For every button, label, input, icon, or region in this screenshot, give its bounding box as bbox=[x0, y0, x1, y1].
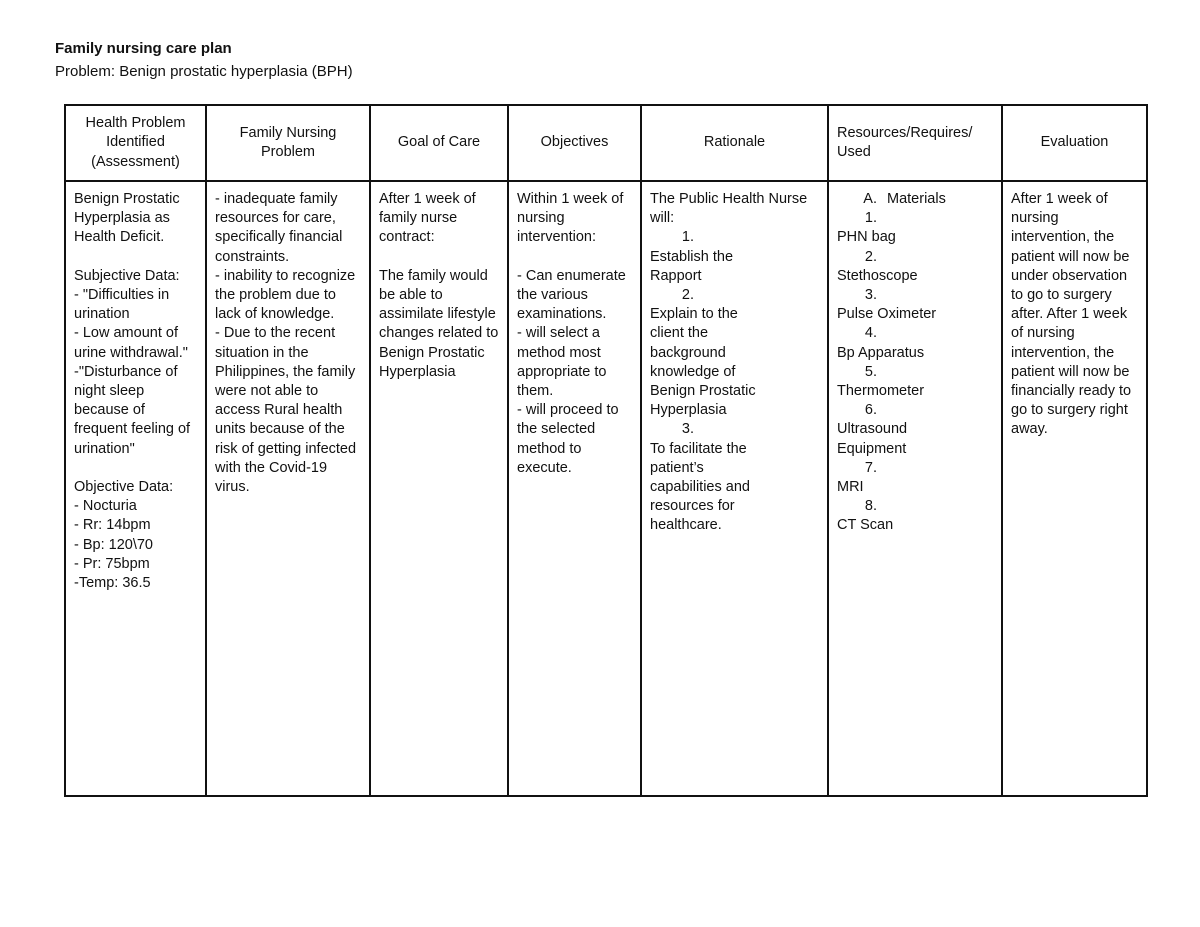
list-item-text: Explain to the client the background knowledge of Benign Prostatic Hyperplasia bbox=[650, 306, 756, 419]
list-item bbox=[837, 401, 993, 459]
list-number: 3. bbox=[864, 287, 877, 304]
list-item bbox=[837, 459, 993, 497]
list-item-text: Thermometer bbox=[837, 383, 925, 400]
resources-heading-label: A. bbox=[863, 191, 877, 207]
list-number: 2. bbox=[864, 248, 877, 265]
objectives-cell bbox=[508, 181, 641, 796]
header-rationale: Rationale bbox=[641, 105, 828, 181]
list-item bbox=[837, 324, 993, 362]
rationale-cell bbox=[641, 181, 828, 796]
list-item bbox=[650, 420, 819, 535]
family-problem-text: - inadequate family resources for care, specifically financial constraints. - inability to recognize the problem due to lack of knowledge. - Due to the recent situation in the Philippines, the family were not able to access Rural health units because of the risk of getting infected with the Covid-19 virus. bbox=[215, 191, 357, 496]
list-number: 7. bbox=[864, 459, 877, 476]
rationale-intro: The Public Health Nurse will: bbox=[650, 191, 808, 227]
header-family-nursing-problem: Family Nursing Problem bbox=[206, 105, 370, 181]
objectives-text: Within 1 week of nursing intervention: - Can enumerate the various examinations. - will select a method most appropriate to them. - will proceed to the selected method to execute. bbox=[517, 191, 626, 476]
list-item-text: CT Scan bbox=[837, 517, 894, 534]
table-row bbox=[65, 181, 1147, 796]
list-item-text: Ultrasound Equipment bbox=[837, 421, 908, 457]
list-item bbox=[837, 209, 993, 247]
table-header-row bbox=[65, 105, 1147, 181]
resources-heading-text: Materials bbox=[887, 191, 946, 207]
goal-text: After 1 week of family nurse contract: The family would be able to assimilate lifestyle changes related to Benign Prostatic Hyperplasia bbox=[379, 191, 499, 380]
document-title: Family nursing care plan bbox=[55, 40, 232, 57]
rationale-list bbox=[650, 228, 819, 535]
goal-cell bbox=[370, 181, 508, 796]
family-problem-cell bbox=[206, 181, 370, 796]
header-resources: Resources/Requires/ Used bbox=[828, 105, 1002, 181]
list-number: 6. bbox=[864, 402, 877, 419]
resources-list bbox=[837, 209, 993, 535]
care-plan-table bbox=[64, 104, 1148, 797]
list-item bbox=[837, 497, 993, 535]
list-item-text: Establish the Rapport bbox=[650, 248, 734, 284]
evaluation-text: After 1 week of nursing intervention, the patient will now be under observation to go to surgery after. After 1 week of nursing intervention, the patient will now be financially ready to go to surgery right away. bbox=[1011, 191, 1132, 438]
header-evaluation: Evaluation bbox=[1002, 105, 1147, 181]
list-item bbox=[837, 363, 993, 401]
list-item-text: Stethoscope bbox=[837, 267, 918, 284]
list-item-text: MRI bbox=[837, 479, 864, 496]
document-subtitle: Problem: Benign prostatic hyperplasia (BPH) bbox=[55, 63, 353, 80]
header-goal-of-care: Goal of Care bbox=[370, 105, 508, 181]
list-number: 8. bbox=[864, 498, 877, 515]
list-number: 3. bbox=[681, 421, 694, 438]
list-number: 1. bbox=[681, 229, 694, 246]
list-item-text: Pulse Oximeter bbox=[837, 306, 937, 323]
list-item-text: To facilitate the patient’s capabilities and resources for healthcare. bbox=[650, 440, 750, 534]
list-item-text: Bp Apparatus bbox=[837, 344, 925, 361]
resources-heading bbox=[837, 190, 993, 209]
resources-cell bbox=[828, 181, 1002, 796]
header-assessment: Health Problem Identified (Assessment) bbox=[65, 105, 206, 181]
list-item-text: PHN bag bbox=[837, 229, 896, 246]
list-item bbox=[650, 228, 819, 286]
assessment-cell bbox=[65, 181, 206, 796]
list-item bbox=[837, 248, 993, 286]
list-item bbox=[650, 286, 819, 420]
list-number: 2. bbox=[681, 287, 694, 304]
list-number: 5. bbox=[864, 363, 877, 380]
assessment-text: Benign Prostatic Hyperplasia as Health Deficit. Subjective Data: - "Difficulties in urination - Low amount of urine withdrawal." -"Disturbance of night sleep because of frequent feeling of urination" Objective Data: - Nocturia - Rr: 14bpm - Bp: 120\70 - Pr: 75bpm -Temp: 36.5 bbox=[74, 191, 191, 592]
list-number: 4. bbox=[864, 325, 877, 342]
list-item bbox=[837, 286, 993, 324]
header-objectives: Objectives bbox=[508, 105, 641, 181]
evaluation-cell bbox=[1002, 181, 1147, 796]
list-number: 1. bbox=[864, 210, 877, 227]
